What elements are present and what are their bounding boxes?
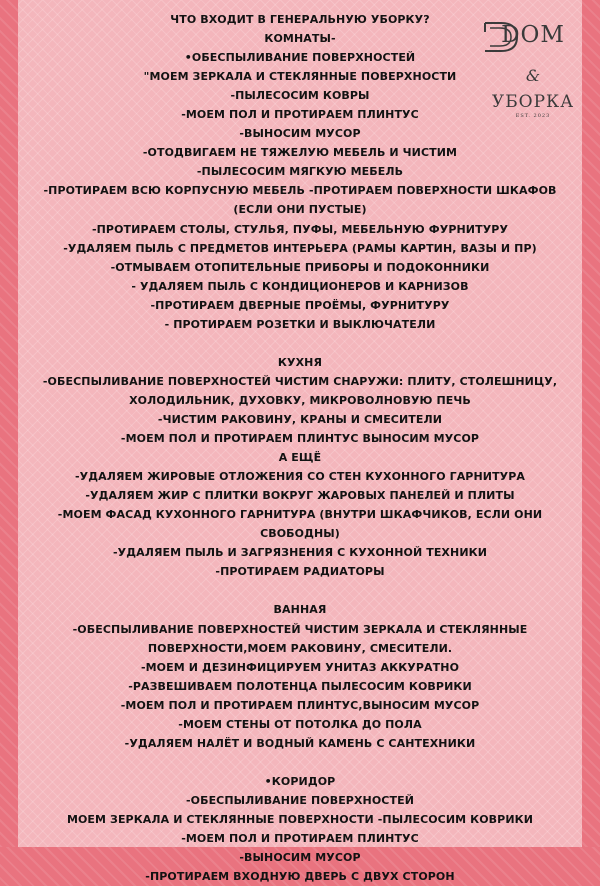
- checklist-line: ХОЛОДИЛЬНИК, ДУХОВКУ, МИКРОВОЛНОВУЮ ПЕЧЬ: [129, 393, 471, 407]
- checklist-line: -МОЕМ ПОЛ И ПРОТИРАЕМ ПЛИНТУС: [181, 832, 419, 846]
- checklist-line: -ЧИСТИМ РАКОВИНУ, КРАНЫ И СМЕСИТЕЛИ: [157, 412, 443, 426]
- logo-brand-bottom: УБОРКА: [491, 92, 575, 112]
- checklist-line: -ПРОТИРАЕМ ДВЕРНЫЕ ПРОЁМЫ, ФУРНИТУРУ: [150, 298, 450, 312]
- checklist-line: -ПРОТИРАЕМ РАДИАТОРЫ: [215, 565, 385, 579]
- checklist-line: -ПЫЛЕСОСИМ КОВРЫ: [230, 89, 370, 103]
- checklist-line: -ОТОДВИГАЕМ НЕ ТЯЖЕЛУЮ МЕБЕЛЬ И ЧИСТИМ: [142, 146, 458, 160]
- cleaning-checklist: [0, 10, 600, 886]
- checklist-line: МОЕМ ЗЕРКАЛА И СТЕКЛЯННЫЕ ПОВЕРХНОСТИ -ПЫЛЕСОСИМ КОВРИКИ: [66, 812, 534, 826]
- checklist-line: - ПРОТИРАЕМ РОЗЕТКИ И ВЫКЛЮЧАТЕЛИ: [164, 317, 436, 331]
- checklist-line: [0, 581, 600, 600]
- checklist-line: КУХНЯ: [277, 355, 323, 369]
- logo-brand-top: DОМ: [501, 22, 565, 48]
- checklist-line: -ОТМЫВАЕМ ОТОПИТЕЛЬНЫЕ ПРИБОРЫ И ПОДОКОННИКИ: [110, 260, 490, 274]
- checklist-line: -МОЕМ И ДЕЗИНФИЦИРУЕМ УНИТАЗ АККУРАТНО: [140, 660, 460, 674]
- page-title: ЧТО ВХОДИТ В ГЕНЕРАЛЬНУЮ УБОРКУ?: [170, 13, 430, 26]
- checklist-line: - УДАЛЯЕМ ПЫЛЬ С КОНДИЦИОНЕРОВ И КАРНИЗОВ: [131, 279, 469, 293]
- checklist-line: -УДАЛЯЕМ ЖИРОВЫЕ ОТЛОЖЕНИЯ СО СТЕН КУХОННОГО ГАРНИТУРА: [74, 470, 526, 484]
- checklist-line: •КОРИДОР: [264, 774, 336, 788]
- checklist-line: ПОВЕРХНОСТИ,МОЕМ РАКОВИНУ, СМЕСИТЕЛИ.: [147, 641, 453, 655]
- checklist-line: -УДАЛЯЕМ ПЫЛЬ С ПРЕДМЕТОВ ИНТЕРЬЕРА (РАМЫ КАРТИН, ВАЗЫ И ПР): [63, 241, 537, 255]
- checklist-line: -ПРОТИРАЕМ СТОЛЫ, СТУЛЬЯ, ПУФЫ, МЕБЕЛЬНУЮ ФУРНИТУРУ: [91, 222, 509, 236]
- checklist-line: -ПРОТИРАЕМ ВСЮ КОРПУСНУЮ МЕБЕЛЬ -ПРОТИРАЕМ ПОВЕРХНОСТИ ШКАФОВ: [43, 184, 557, 198]
- checklist-line: -МОЕМ СТЕНЫ ОТ ПОТОЛКА ДО ПОЛА: [178, 717, 422, 731]
- checklist-line: -РАЗВЕШИВАЕМ ПОЛОТЕНЦА ПЫЛЕСОСИМ КОВРИКИ: [128, 679, 472, 693]
- checklist-line: -ОБЕСПЫЛИВАНИЕ ПОВЕРХНОСТЕЙ ЧИСТИМ ЗЕРКАЛА И СТЕКЛЯННЫЕ: [72, 622, 528, 636]
- checklist-line: КОМНАТЫ-: [264, 32, 336, 46]
- checklist-line: [0, 334, 600, 353]
- checklist-line: -УДАЛЯЕМ ЖИР С ПЛИТКИ ВОКРУГ ЖАРОВЫХ ПАНЕЛЕЙ И ПЛИТЫ: [85, 489, 515, 503]
- checklist-line: -ПРОТИРАЕМ ВХОДНУЮ ДВЕРЬ С ДВУХ СТОРОН: [145, 870, 455, 884]
- checklist-line: ВАННАЯ: [273, 603, 327, 617]
- checklist-line: -УДАЛЯЕМ НАЛЁТ И ВОДНЫЙ КАМЕНЬ С САНТЕХНИКИ: [124, 736, 476, 750]
- checklist-line: (ЕСЛИ ОНИ ПУСТЫЕ): [233, 203, 367, 217]
- checklist-line: СВОБОДНЫ): [260, 527, 340, 541]
- checklist-line: -ОБЕСПЫЛИВАНИЕ ПОВЕРХНОСТЕЙ: [185, 793, 415, 807]
- logo-ampersand: &: [525, 66, 541, 85]
- checklist-line: -МОЕМ ПОЛ И ПРОТИРАЕМ ПЛИНТУС,ВЫНОСИМ МУСОР: [120, 698, 480, 712]
- checklist-line: -ВЫНОСИМ МУСОР: [239, 851, 361, 865]
- checklist-line: А ЕЩЁ: [278, 451, 322, 465]
- logo-established: EST. 2023: [515, 113, 551, 119]
- checklist-line: -МОЕМ ФАСАД КУХОННОГО ГАРНИТУРА (ВНУТРИ ШКАФЧИКОВ, ЕСЛИ ОНИ: [57, 508, 543, 522]
- checklist-line: -МОЕМ ПОЛ И ПРОТИРАЕМ ПЛИНТУС ВЫНОСИМ МУСОР: [120, 432, 480, 446]
- checklist-line: -ПЫЛЕСОСИМ МЯГКУЮ МЕБЕЛЬ: [196, 165, 404, 179]
- checklist-line: -МОЕМ ПОЛ И ПРОТИРАЕМ ПЛИНТУС: [181, 108, 419, 122]
- checklist-line: [0, 753, 600, 772]
- checklist-line: -ОБЕСПЫЛИВАНИЕ ПОВЕРХНОСТЕЙ ЧИСТИМ СНАРУЖИ: ПЛИТУ, СТОЛЕШНИЦУ,: [42, 374, 558, 388]
- checklist-line: -УДАЛЯЕМ ПЫЛЬ И ЗАГРЯЗНЕНИЯ С КУХОННОЙ ТЕХНИКИ: [112, 546, 488, 560]
- checklist-line: -ВЫНОСИМ МУСОР: [239, 127, 361, 141]
- checklist-line: "МОЕМ ЗЕРКАЛА И СТЕКЛЯННЫЕ ПОВЕРХНОСТИ: [143, 70, 457, 84]
- checklist-line: •ОБЕСПЫЛИВАНИЕ ПОВЕРХНОСТЕЙ: [184, 51, 416, 65]
